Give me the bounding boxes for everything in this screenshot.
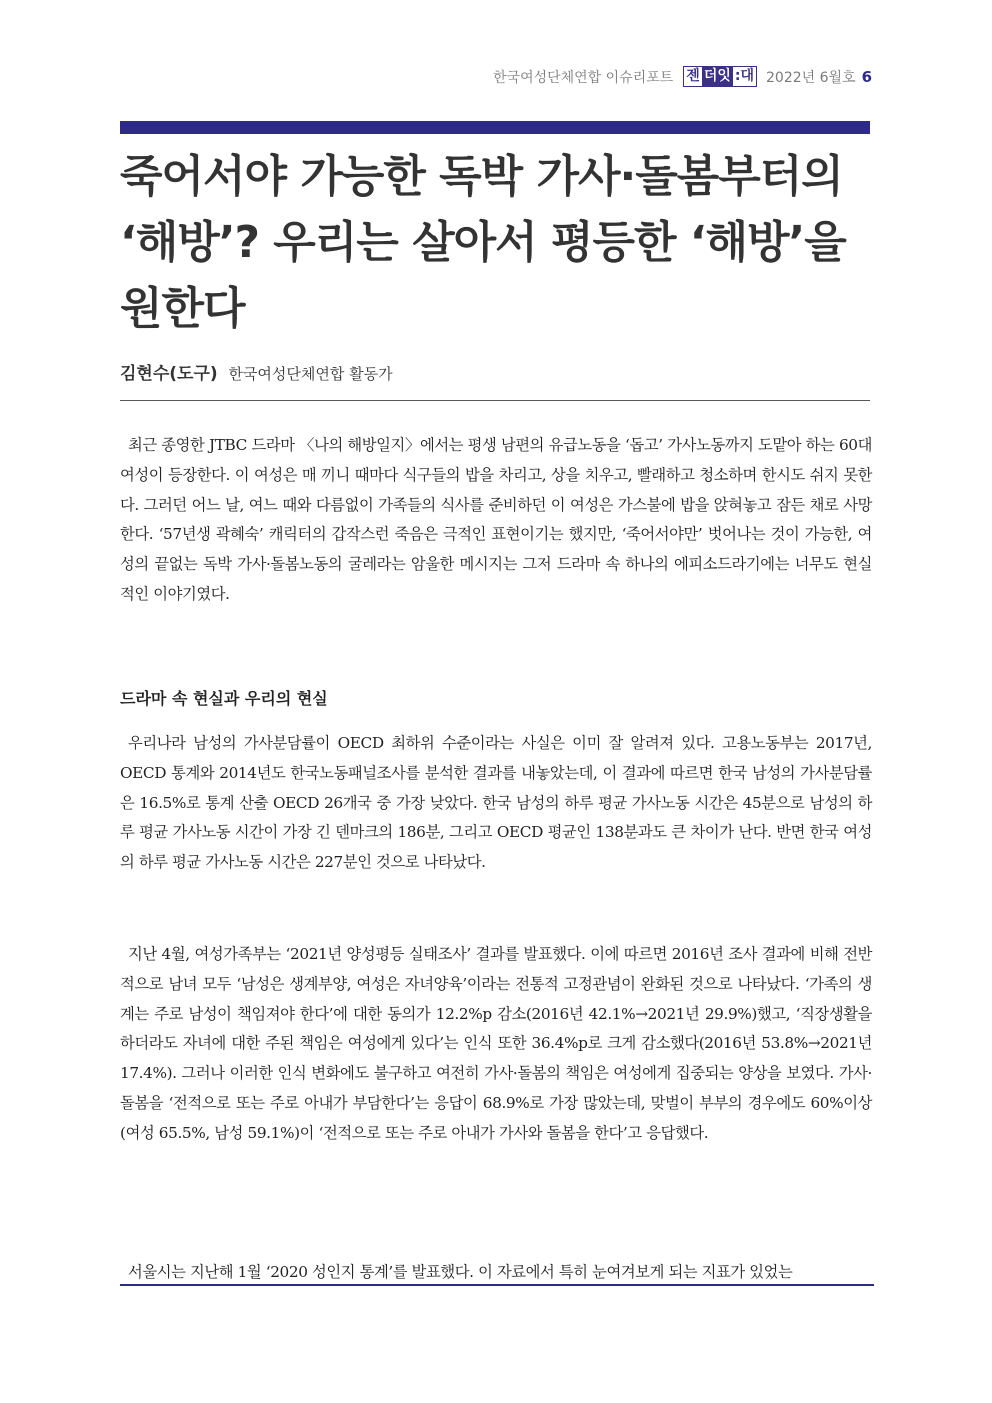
logo-part-3: :대 xyxy=(734,68,754,84)
report-series-label: 한국여성단체연합 이슈리포트 xyxy=(493,69,674,86)
title-top-bar xyxy=(120,121,870,134)
page-header xyxy=(493,66,872,87)
page-number: 6 xyxy=(861,67,872,86)
body-paragraph-3: 서울시는 지난해 1월 ‘2020 성인지 통계’를 발표했다. 이 자료에서 특히 눈여겨보게 되는 지표가 있었는 xyxy=(128,1263,793,1281)
intro-paragraph: 최근 종영한 JTBC 드라마 〈나의 해방일지〉에서는 평생 남편의 유급노동을 ‘돕고’ 가사노동까지 도맡아 하는 60대 여성이 등장한다. 이 여성은 매 끼니 때마다 식구들의 밥을 차리고, 상을 치우고, 빨래하고 청소하며 한시도 쉬지 못한다. 그러던 어느 날, 여느 때와 다름없이 가족들의 식사를 준비하던 이 여성은 가스불에 밥을 앉혀놓고 잠든 채로 사망한다. ‘57년생 곽혜숙’ 캐릭터의 갑작스런 죽음은 극적인 표현이기는 했지만, ‘죽어서야만’ 벗어나는 것이 가능한, 여성의 끝없는 독박 가사·돌봄노동의 굴레라는 암울한 메시지는 그저 드라마 속 하나의 에피소드라기에는 너무도 현실적인 이야기였다. xyxy=(120,436,872,603)
author-name: 김현수(도구) xyxy=(120,364,218,384)
section-heading: 드라마 속 현실과 우리의 현실 xyxy=(120,689,328,708)
author-role: 한국여성단체연합 활동가 xyxy=(228,365,393,383)
body-paragraph-2: 지난 4월, 여성가족부는 ‘2021년 양성평등 실태조사’ 결과를 발표했다. 이에 따르면 2016년 조사 결과에 비해 전반적으로 남녀 모두 ‘남성은 생계부양, 여성은 자녀양육’이라는 전통적 고정관념이 완화된 것으로 나타났다. ‘가족의 생계는 주로 남성이 책임져야 한다’에 대한 동의가 12.2%p 감소(2016년 42.1%→2021년 29.9%)했고, ‘직장생활을 하더라도 자녀에 대한 주된 책임은 여성에게 있다’는 인식 또한 36.4%p로 크게 감소했다(2016년 53.8%→2021년 17.4%). 그러나 이러한 인식 변화에도 불구하고 여전히 가사·돌봄의 책임은 여성에게 집중되는 양상을 보였다. 가사·돌봄을 ‘전적으로 또는 주로 아내가 부담한다’는 응답이 68.9%로 가장 많았는데, 맞벌이 부부의 경우에도 60%이상(여성 65.5%, 남성 59.1%)이 ‘전적으로 또는 주로 아내가 가사와 돌봄을 한다’고 응답했다. xyxy=(120,945,872,1142)
byline-divider xyxy=(120,400,870,401)
logo-part-1: 젠 xyxy=(686,68,700,84)
page-bottom-rule xyxy=(120,1284,874,1286)
article-title: 죽어서야 가능한 독박 가사·돌봄부터의 ‘해방’? 우리는 살아서 평등한 ‘해방’을 원한다 xyxy=(120,151,846,334)
logo-part-2: 더잇 xyxy=(703,68,731,84)
issue-date: 2022년 6월호 xyxy=(766,69,856,86)
gender-itda-logo xyxy=(683,66,757,87)
body-paragraph-1: 우리나라 남성의 가사분담률이 OECD 최하위 수준이라는 사실은 이미 잘 알려져 있다. 고용노동부는 2017년, OECD 통계와 2014년도 한국노동패널조사를 분석한 결과를 내놓았는데, 이 결과에 따르면 한국 남성의 가사분담률은 16.5%로 통계 산출 OECD 26개국 중 가장 낮았다. 한국 남성의 하루 평균 가사노동 시간은 45분으로 남성의 하루 평균 가사노동 시간이 가장 긴 덴마크의 186분, 그리고 OECD 평균인 138분과도 큰 차이가 난다. 반면 한국 여성의 하루 평균 가사노동 시간은 227분인 것으로 나타났다. xyxy=(120,734,872,872)
byline xyxy=(120,359,393,384)
